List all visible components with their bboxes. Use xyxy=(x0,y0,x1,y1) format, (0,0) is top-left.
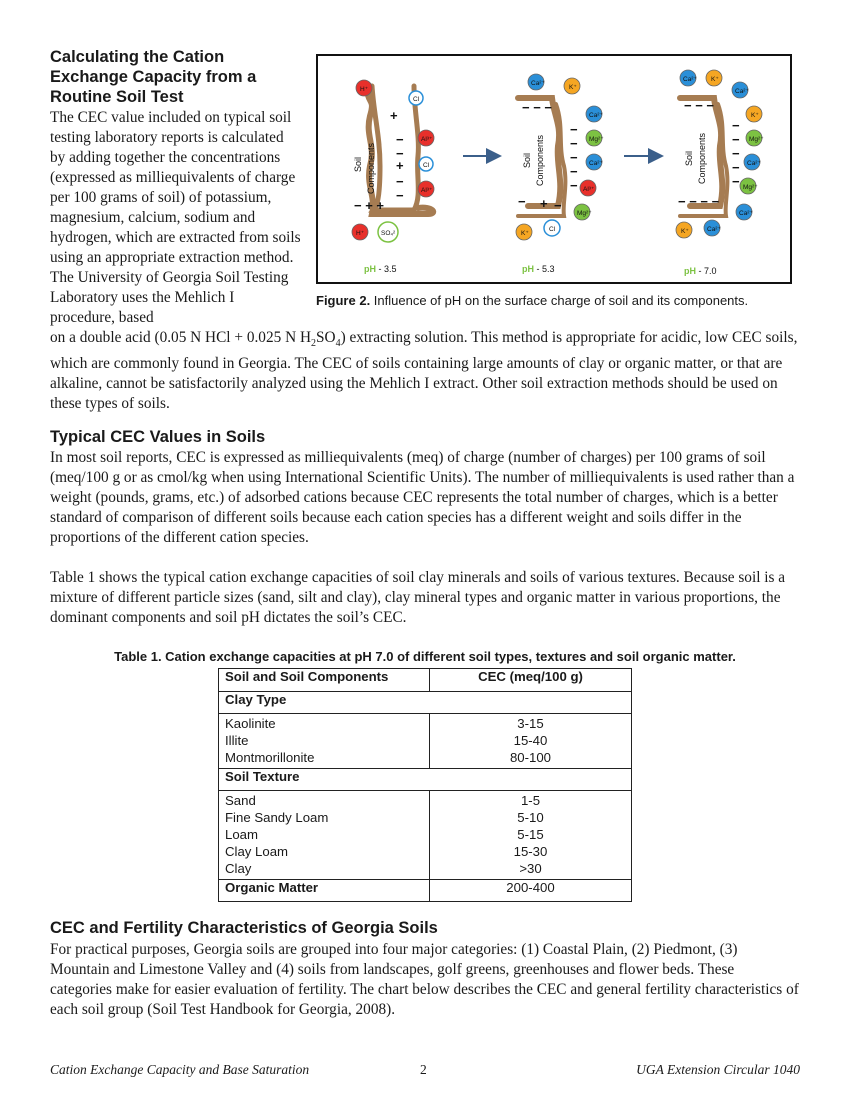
table-group-label: Clay Type xyxy=(219,692,632,714)
components-label: Soil xyxy=(353,156,363,172)
table-cell-line: Clay xyxy=(225,860,252,876)
svg-text:Ca²⁺: Ca²⁺ xyxy=(683,76,697,83)
ion-cl xyxy=(544,220,560,236)
table-caption: Table 1. Cation exchange capacities at pH 7.0 of different soil types, textures and soil organic matter. xyxy=(114,649,736,664)
intro-paragraph: The CEC value included on typical soil testing laboratory reports is calculated by adding together the concentrations (expressed as milliequivalents of charge per 100 grams of soil) of potassium, magnesium, calcium, sodium and hydrogen, which are extracted from soils using an appropriate extraction method. The University of Georgia Soil Testing Laboratory uses the Mehlich I procedure, based xyxy=(50,109,301,326)
table-cell-line: >30 xyxy=(519,860,542,876)
svg-text:−: − xyxy=(396,188,404,203)
svg-text:K⁺: K⁺ xyxy=(751,112,759,119)
figure-caption xyxy=(316,292,796,310)
table-group-label: Soil Texture xyxy=(219,769,632,791)
svg-text:−: − xyxy=(396,132,404,147)
ph-label: pH - 7.0 xyxy=(684,266,717,276)
table-header: CEC (meq/100 g) xyxy=(430,669,632,692)
table-cell-line: Montmorillonite xyxy=(225,749,315,765)
table-cell-line: 80-100 xyxy=(509,749,552,765)
table-cell-line: Clay Loam xyxy=(225,843,289,859)
svg-text:Mg²⁺: Mg²⁺ xyxy=(589,136,604,143)
table-cell xyxy=(430,714,632,769)
cec-table xyxy=(218,668,632,902)
components-label: Components xyxy=(366,142,376,194)
ion-cl xyxy=(409,91,423,105)
table-group-row xyxy=(219,692,632,714)
table-cell-line: Fine Sandy Loam xyxy=(225,810,329,826)
svg-text:−: − xyxy=(732,132,740,147)
svg-text:−: − xyxy=(396,174,404,189)
svg-text:Al³⁺: Al³⁺ xyxy=(583,186,595,193)
svg-text:−: − xyxy=(570,178,578,193)
ion-ca xyxy=(744,154,761,170)
table-cell-line: 5-10 xyxy=(517,810,544,826)
svg-text:− − −: − − − xyxy=(522,100,552,115)
table-row xyxy=(219,880,632,902)
ion-cl xyxy=(419,157,433,171)
text-span: SO xyxy=(316,329,336,346)
table-row xyxy=(219,791,632,880)
figure-2-box xyxy=(316,54,792,284)
svg-text:Cl: Cl xyxy=(423,162,430,169)
svg-text:−: − xyxy=(570,150,578,165)
panel-ph-5-3 xyxy=(516,74,604,274)
svg-text:Al³⁺: Al³⁺ xyxy=(421,187,433,194)
ion-ca xyxy=(528,74,545,90)
svg-text:K⁺: K⁺ xyxy=(711,76,719,83)
footer-publication: UGA Extension Circular 1040 xyxy=(636,1062,800,1077)
ion-mg xyxy=(586,130,604,146)
ion-k xyxy=(746,106,762,122)
svg-text:K⁺: K⁺ xyxy=(521,230,529,237)
ion-ca xyxy=(704,220,721,236)
ph-label: pH - 5.3 xyxy=(522,264,555,274)
soil-charge-diagram xyxy=(318,56,790,282)
svg-text:−: − xyxy=(570,136,578,151)
ion-ca xyxy=(680,70,697,86)
ion-mg xyxy=(746,130,764,146)
ion-al xyxy=(418,181,434,197)
svg-text:− − − −: − − − − xyxy=(678,194,720,209)
svg-text:− − −: − − − xyxy=(684,98,714,113)
ion-mg xyxy=(740,178,758,194)
paragraph: In most soil reports, CEC is expressed as milliequivalents (meq) of charge (number of charges) per 100 grams of soil (meq/100 g or as cmol/kg when using International Scientific Units). The number of milliequivalents is used rather than a weight (pounds, grams, etc.) of adsorbed cations because CEC represents the total number of charges, which is a better standard of comparison of different soils because each cation species has a different weight and soils differ in the proportions of the different cation species. xyxy=(50,449,795,546)
panel-ph-7-0 xyxy=(676,70,764,276)
ion-h-plus xyxy=(352,224,368,240)
ion-ca xyxy=(586,154,603,170)
svg-text:K⁺: K⁺ xyxy=(681,228,689,235)
table-cell: 200-400 xyxy=(430,880,632,902)
paragraph: Table 1 shows the typical cation exchange capacities of soil clay minerals and soils of various textures. Because soil is a mixture of different particle sizes (sand, silt and clay), clay mineral types and organic matter in various proportions, the dominant components and soil pH dictates the soil’s CEC. xyxy=(50,569,786,626)
svg-text:+: + xyxy=(396,158,404,173)
svg-text:Ca²⁺: Ca²⁺ xyxy=(531,80,545,87)
svg-text:−: − xyxy=(396,146,404,161)
svg-text:Ca²⁺: Ca²⁺ xyxy=(747,160,761,167)
ph-label: pH - 3.5 xyxy=(364,264,397,274)
table-cell-line: Sand xyxy=(225,793,256,809)
svg-text:Mg²⁺: Mg²⁺ xyxy=(743,184,758,191)
table-row xyxy=(219,714,632,769)
text-span: on a double acid (0.05 N HCl + 0.025 N H xyxy=(50,329,311,346)
panel-ph-3-5 xyxy=(352,80,434,274)
table-cell-line: 3-15 xyxy=(517,716,544,731)
table-header-row xyxy=(219,669,632,692)
section-heading-calculating-cec: Calculating the Cation Exchange Capacity from a Routine Soil Test xyxy=(50,48,257,106)
ion-mg xyxy=(574,204,592,220)
table-cell-line: Illite xyxy=(225,732,249,748)
section-heading-georgia-soils: CEC and Fertility Characteristics of Georgia Soils xyxy=(50,919,438,937)
table-cell-line: Loam xyxy=(225,826,258,842)
table-cell xyxy=(219,714,430,769)
table-cell-line: 5-15 xyxy=(517,826,544,842)
intro-paragraph-continued xyxy=(50,328,800,414)
ion-k xyxy=(564,78,580,94)
ion-al xyxy=(580,180,596,196)
svg-text:Ca²⁺: Ca²⁺ xyxy=(739,210,753,217)
figure-caption-text: Influence of pH on the surface charge of soil and its components. xyxy=(370,293,749,308)
svg-text:Ca²⁺: Ca²⁺ xyxy=(589,160,603,167)
svg-text:Ca²⁺: Ca²⁺ xyxy=(735,88,749,95)
ion-al xyxy=(418,130,434,146)
table-cell-line: Kaolinite xyxy=(225,716,276,731)
figure-label: Figure 2. xyxy=(316,293,371,308)
svg-text:K⁺: K⁺ xyxy=(569,84,577,91)
svg-text:Ca²⁺: Ca²⁺ xyxy=(707,226,721,233)
footer-title: Cation Exchange Capacity and Base Saturation xyxy=(50,1062,310,1077)
svg-text:Al³⁺: Al³⁺ xyxy=(421,136,433,143)
table-cell xyxy=(219,791,430,880)
svg-text:− + +: − + + xyxy=(354,198,384,213)
svg-text:−: − xyxy=(518,194,526,209)
components-label: Soil xyxy=(522,152,532,168)
table-cell-line: 1-5 xyxy=(520,793,541,809)
components-label: Components xyxy=(697,132,707,184)
table-cell-line: 15-40 xyxy=(513,732,548,748)
paragraph: For practical purposes, Georgia soils are grouped into four major categories: (1) Coastal Plain, (2) Piedmont, (3) Mountain and Limestone Valley and (4) soils from landscapes, golf greens, greenhouses and flower beds. These categories make for easier evaluation of fertility. The chart below describes the CEC and general fertility characteristics of each soil group (Soil Test Handbook for Georgia, 2008). xyxy=(50,941,799,1018)
svg-text:−: − xyxy=(732,118,740,133)
subscript: 4 xyxy=(335,338,341,350)
page-number: 2 xyxy=(420,1062,427,1077)
ion-ca xyxy=(586,106,603,122)
components-label: Soil xyxy=(684,150,694,166)
svg-text:+: + xyxy=(390,108,398,123)
subscript: 2 xyxy=(311,338,316,350)
table-cell xyxy=(430,791,632,880)
svg-text:+: + xyxy=(540,196,548,211)
ion-h-plus xyxy=(356,80,372,96)
ion-k xyxy=(676,222,692,238)
svg-text:−: − xyxy=(732,146,740,161)
ion-ca xyxy=(736,204,753,220)
svg-text:Ca²⁺: Ca²⁺ xyxy=(589,112,603,119)
svg-text:H⁺: H⁺ xyxy=(360,86,369,93)
svg-text:−: − xyxy=(570,122,578,137)
svg-text:SO₄²: SO₄² xyxy=(381,230,396,237)
ion-k xyxy=(706,70,722,86)
table-header: Soil and Soil Components xyxy=(219,669,430,692)
table-group-row xyxy=(219,769,632,791)
svg-text:−: − xyxy=(732,174,740,189)
svg-text:H⁺: H⁺ xyxy=(356,230,365,237)
svg-text:−: − xyxy=(570,164,578,179)
ion-so4 xyxy=(378,222,398,242)
table-cell-line: 15-30 xyxy=(513,843,548,859)
svg-text:Mg²⁺: Mg²⁺ xyxy=(749,136,764,143)
text-span: ) extracting solution. This method is appropriate for acidic, low CEC soils, which are commonly found in Georgia. The CEC of soils containing large amounts of clay or organic matter, or that are alkaline, cannot be satisfactorily analyzed using the Mehlich I extract. Other soil extraction methods should be used on these types of soils. xyxy=(50,329,798,413)
svg-text:−: − xyxy=(554,198,562,213)
svg-text:Cl: Cl xyxy=(413,96,420,103)
ion-ca xyxy=(732,82,749,98)
svg-text:Cl: Cl xyxy=(549,226,556,233)
ion-k xyxy=(516,224,532,240)
components-label: Components xyxy=(535,134,545,186)
section-heading-typical-cec: Typical CEC Values in Soils xyxy=(50,428,266,446)
table-group-label: Organic Matter xyxy=(219,880,430,902)
svg-text:−: − xyxy=(732,160,740,175)
svg-text:Mg²⁺: Mg²⁺ xyxy=(577,210,592,217)
